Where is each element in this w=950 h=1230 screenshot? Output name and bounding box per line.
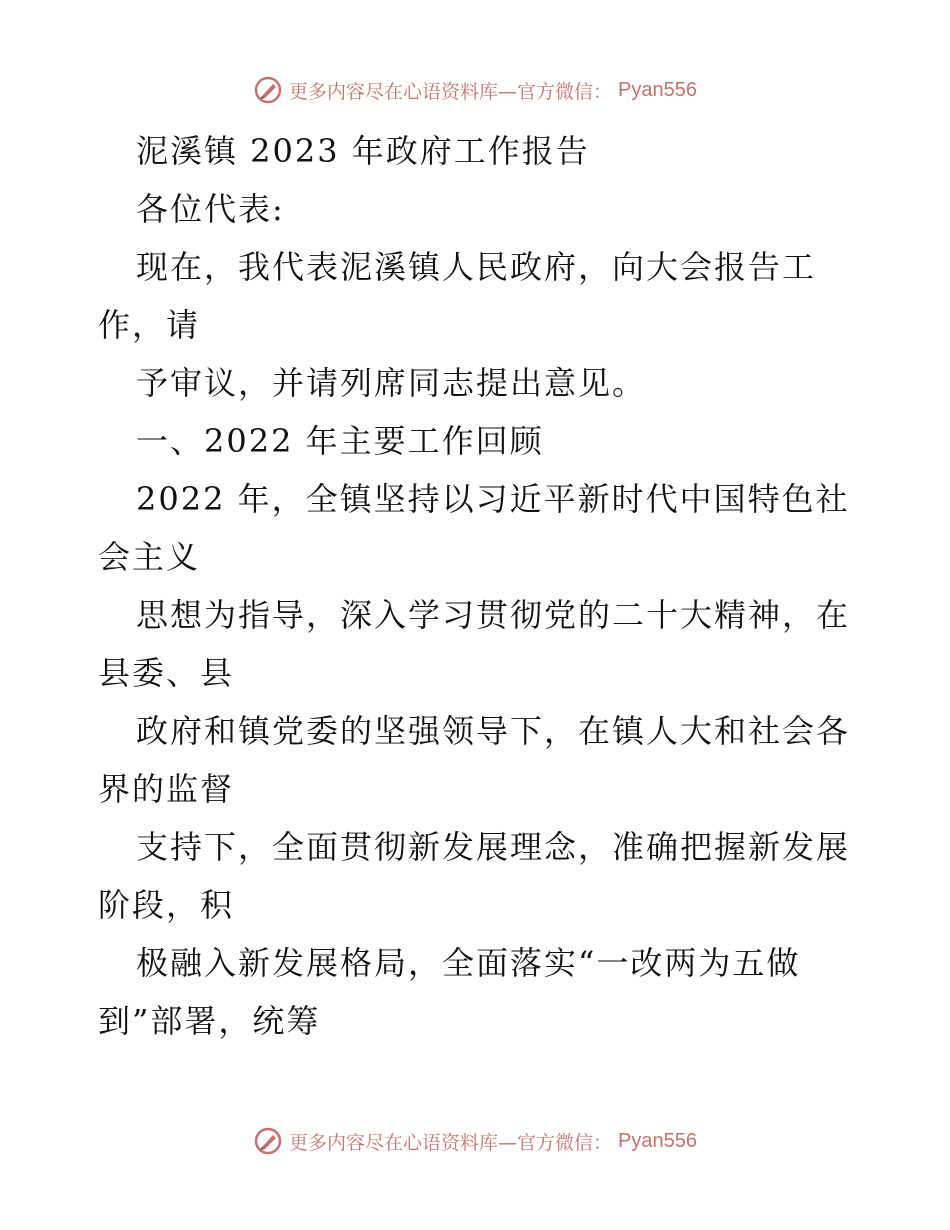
- pen-logo-icon: [253, 75, 283, 105]
- footer-watermark: [0, 1121, 950, 1161]
- paragraph-line: 作，请: [98, 306, 201, 344]
- watermark-text: 更多内容尽在心语资料库—官方微信：: [289, 1131, 613, 1154]
- paragraph-line: 支持下，全面贯彻新发展理念，准确把握新发展: [136, 828, 851, 866]
- pen-logo-icon: [253, 1126, 283, 1156]
- header-watermark: [0, 70, 950, 110]
- document-body: [98, 122, 858, 1050]
- paragraph-line: 现在，我代表泥溪镇人民政府，向大会报告工: [136, 248, 817, 286]
- document-title: 泥溪镇 2023 年政府工作报告: [136, 132, 590, 170]
- paragraph-line: 思想为指导，深入学习贯彻党的二十大精神，在: [136, 596, 851, 634]
- watermark-account: Pyan556: [618, 1129, 697, 1152]
- paragraph-line: 极融入新发展格局，全面落实“一改两为五做: [136, 944, 801, 982]
- paragraph-line: 会主义: [98, 538, 201, 576]
- paragraph-line: 予审议，并请列席同志提出意见。: [136, 364, 647, 402]
- salutation: 各位代表:: [136, 190, 285, 228]
- paragraph-line: 政府和镇党委的坚强领导下，在镇人大和社会各: [136, 712, 851, 750]
- paragraph-line: 界的监督: [98, 770, 235, 808]
- paragraph-line: 县委、县: [98, 654, 235, 692]
- watermark-text: 更多内容尽在心语资料库—官方微信：: [289, 80, 613, 103]
- watermark-account: Pyan556: [618, 78, 697, 101]
- paragraph-line: 2022 年，全镇坚持以习近平新时代中国特色社: [136, 480, 850, 518]
- section-heading: 一、2022 年主要工作回顾: [136, 422, 544, 460]
- paragraph-line: 到”部署，统筹: [98, 1002, 321, 1040]
- paragraph-line: 阶段，积: [98, 886, 235, 924]
